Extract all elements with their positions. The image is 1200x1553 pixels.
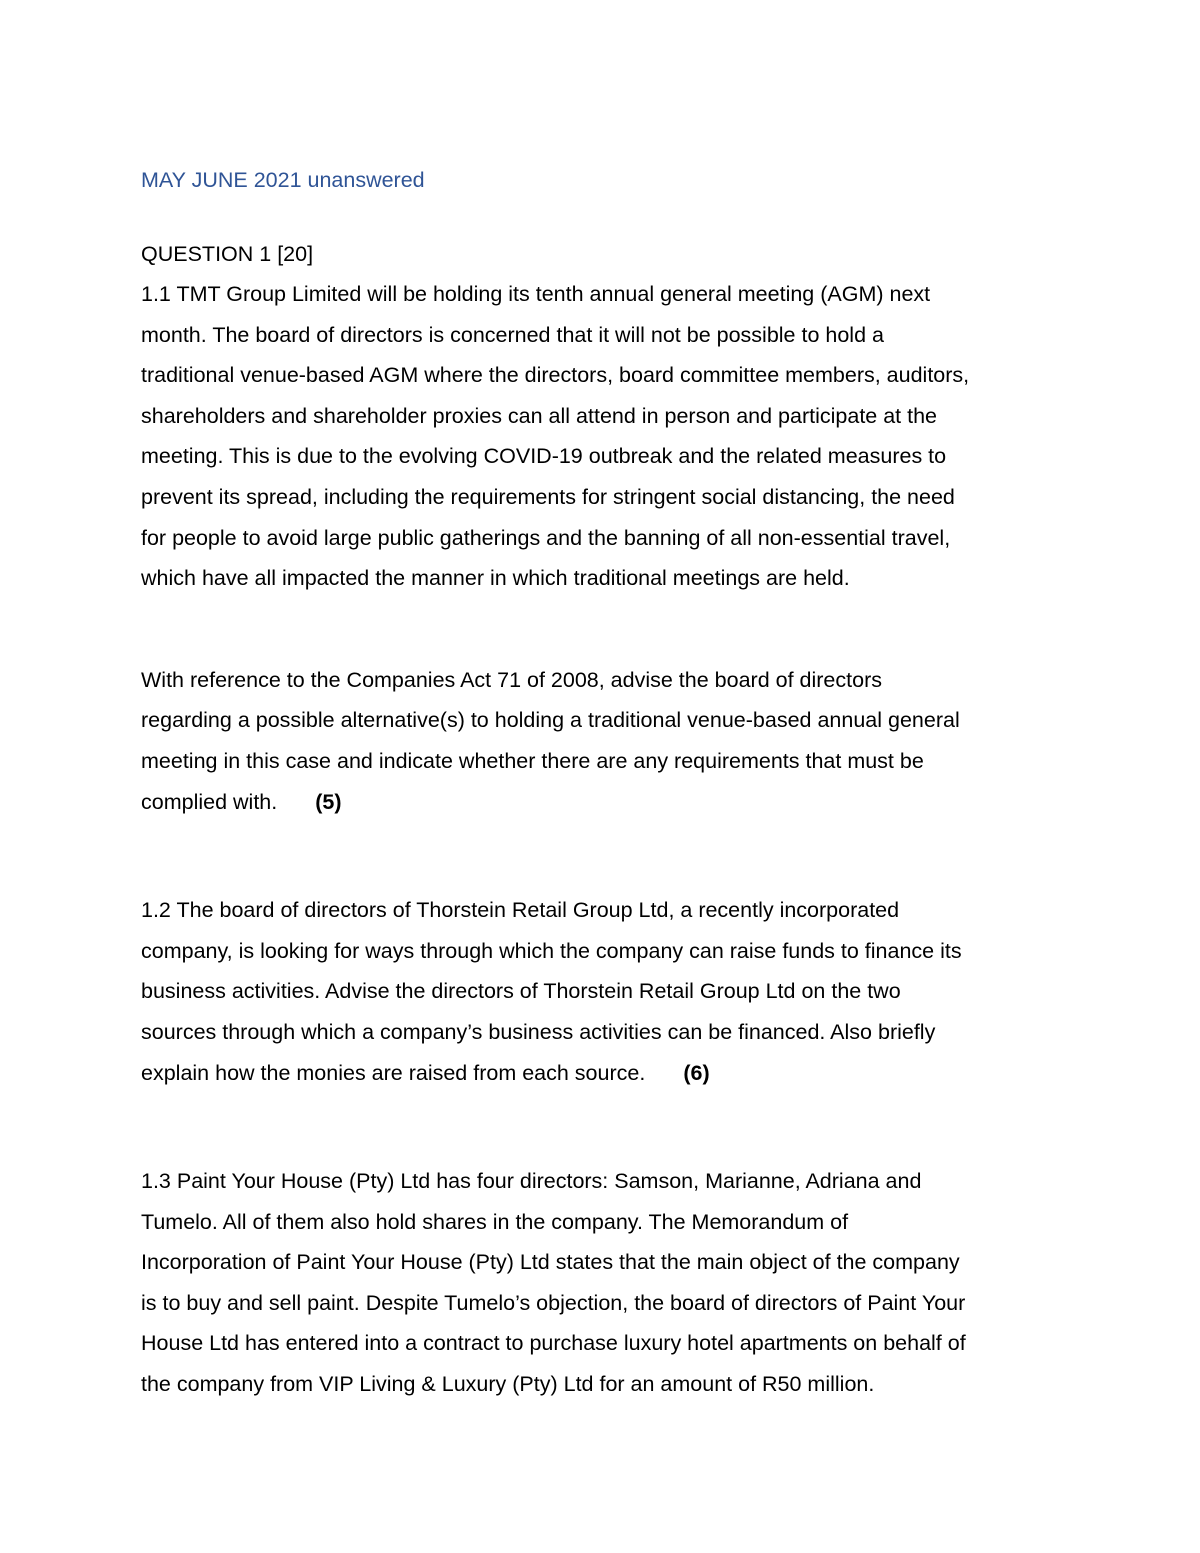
document-heading: MAY JUNE 2021 unanswered: [141, 168, 425, 192]
question-1-3-text: 1.3 Paint Your House (Pty) Ltd has four directors: Samson, Marianne, Adriana and Tumelo. All of them also hold shares in the company. The Memorandum of Incorporation of Paint Your House (Pty) Ltd states that the main object of the company is to buy and sell paint. Despite Tumelo’s objection, the board of directors of Paint Your House Ltd has entered into a contract to purchase luxury hotel apartments on behalf of the company from VIP Living & Luxury (Pty) Ltd for an amount of R50 million.: [141, 1169, 966, 1397]
question-1-1-instruction-text: With reference to the Companies Act 71 of 2008, advise the board of directors regarding a possible alternative(s) to holding a traditional venue-based annual general meeting in this case and indicate whether there are any requirements that must be complied with.: [141, 667, 960, 814]
paragraph-spacer: [141, 1093, 1061, 1161]
question-1-2-marks: (6): [683, 1060, 710, 1085]
document-page: [141, 160, 1061, 1405]
paragraph-spacer: [141, 822, 1061, 890]
question-1-1-marks: (5): [315, 789, 342, 814]
question-1-1-instruction: [141, 660, 1061, 822]
question-1-1-text: 1.1 TMT Group Limited will be holding its tenth annual general meeting (AGM) next month. The board of directors is concerned that it will not be possible to hold a traditional venue-based AGM where the directors, board committee members, auditors, shareholders and shareholder proxies can all attend in person and participate at the meeting. This is due to the evolving COVID-19 outbreak and the related measures to prevent its spread, including the requirements for stringent social distancing, the need for people to avoid large public gatherings and the banning of all non-essential travel, which have all impacted the manner in which traditional meetings are held.: [141, 282, 970, 591]
paragraph-spacer: [141, 599, 1061, 660]
question-1-2-body: 1.2 The board of directors of Thorstein Retail Group Ltd, a recently incorporated company, is looking for ways through which the company can raise funds to finance its business activities. Advise the directors of Thorstein Retail Group Ltd on the two sources through which a company’s business activities can be financed. Also briefly explain how the monies are raised from each source.: [141, 898, 962, 1085]
question-1-2-text: [141, 890, 1061, 1093]
question-title: QUESTION 1 [20]: [141, 242, 314, 266]
